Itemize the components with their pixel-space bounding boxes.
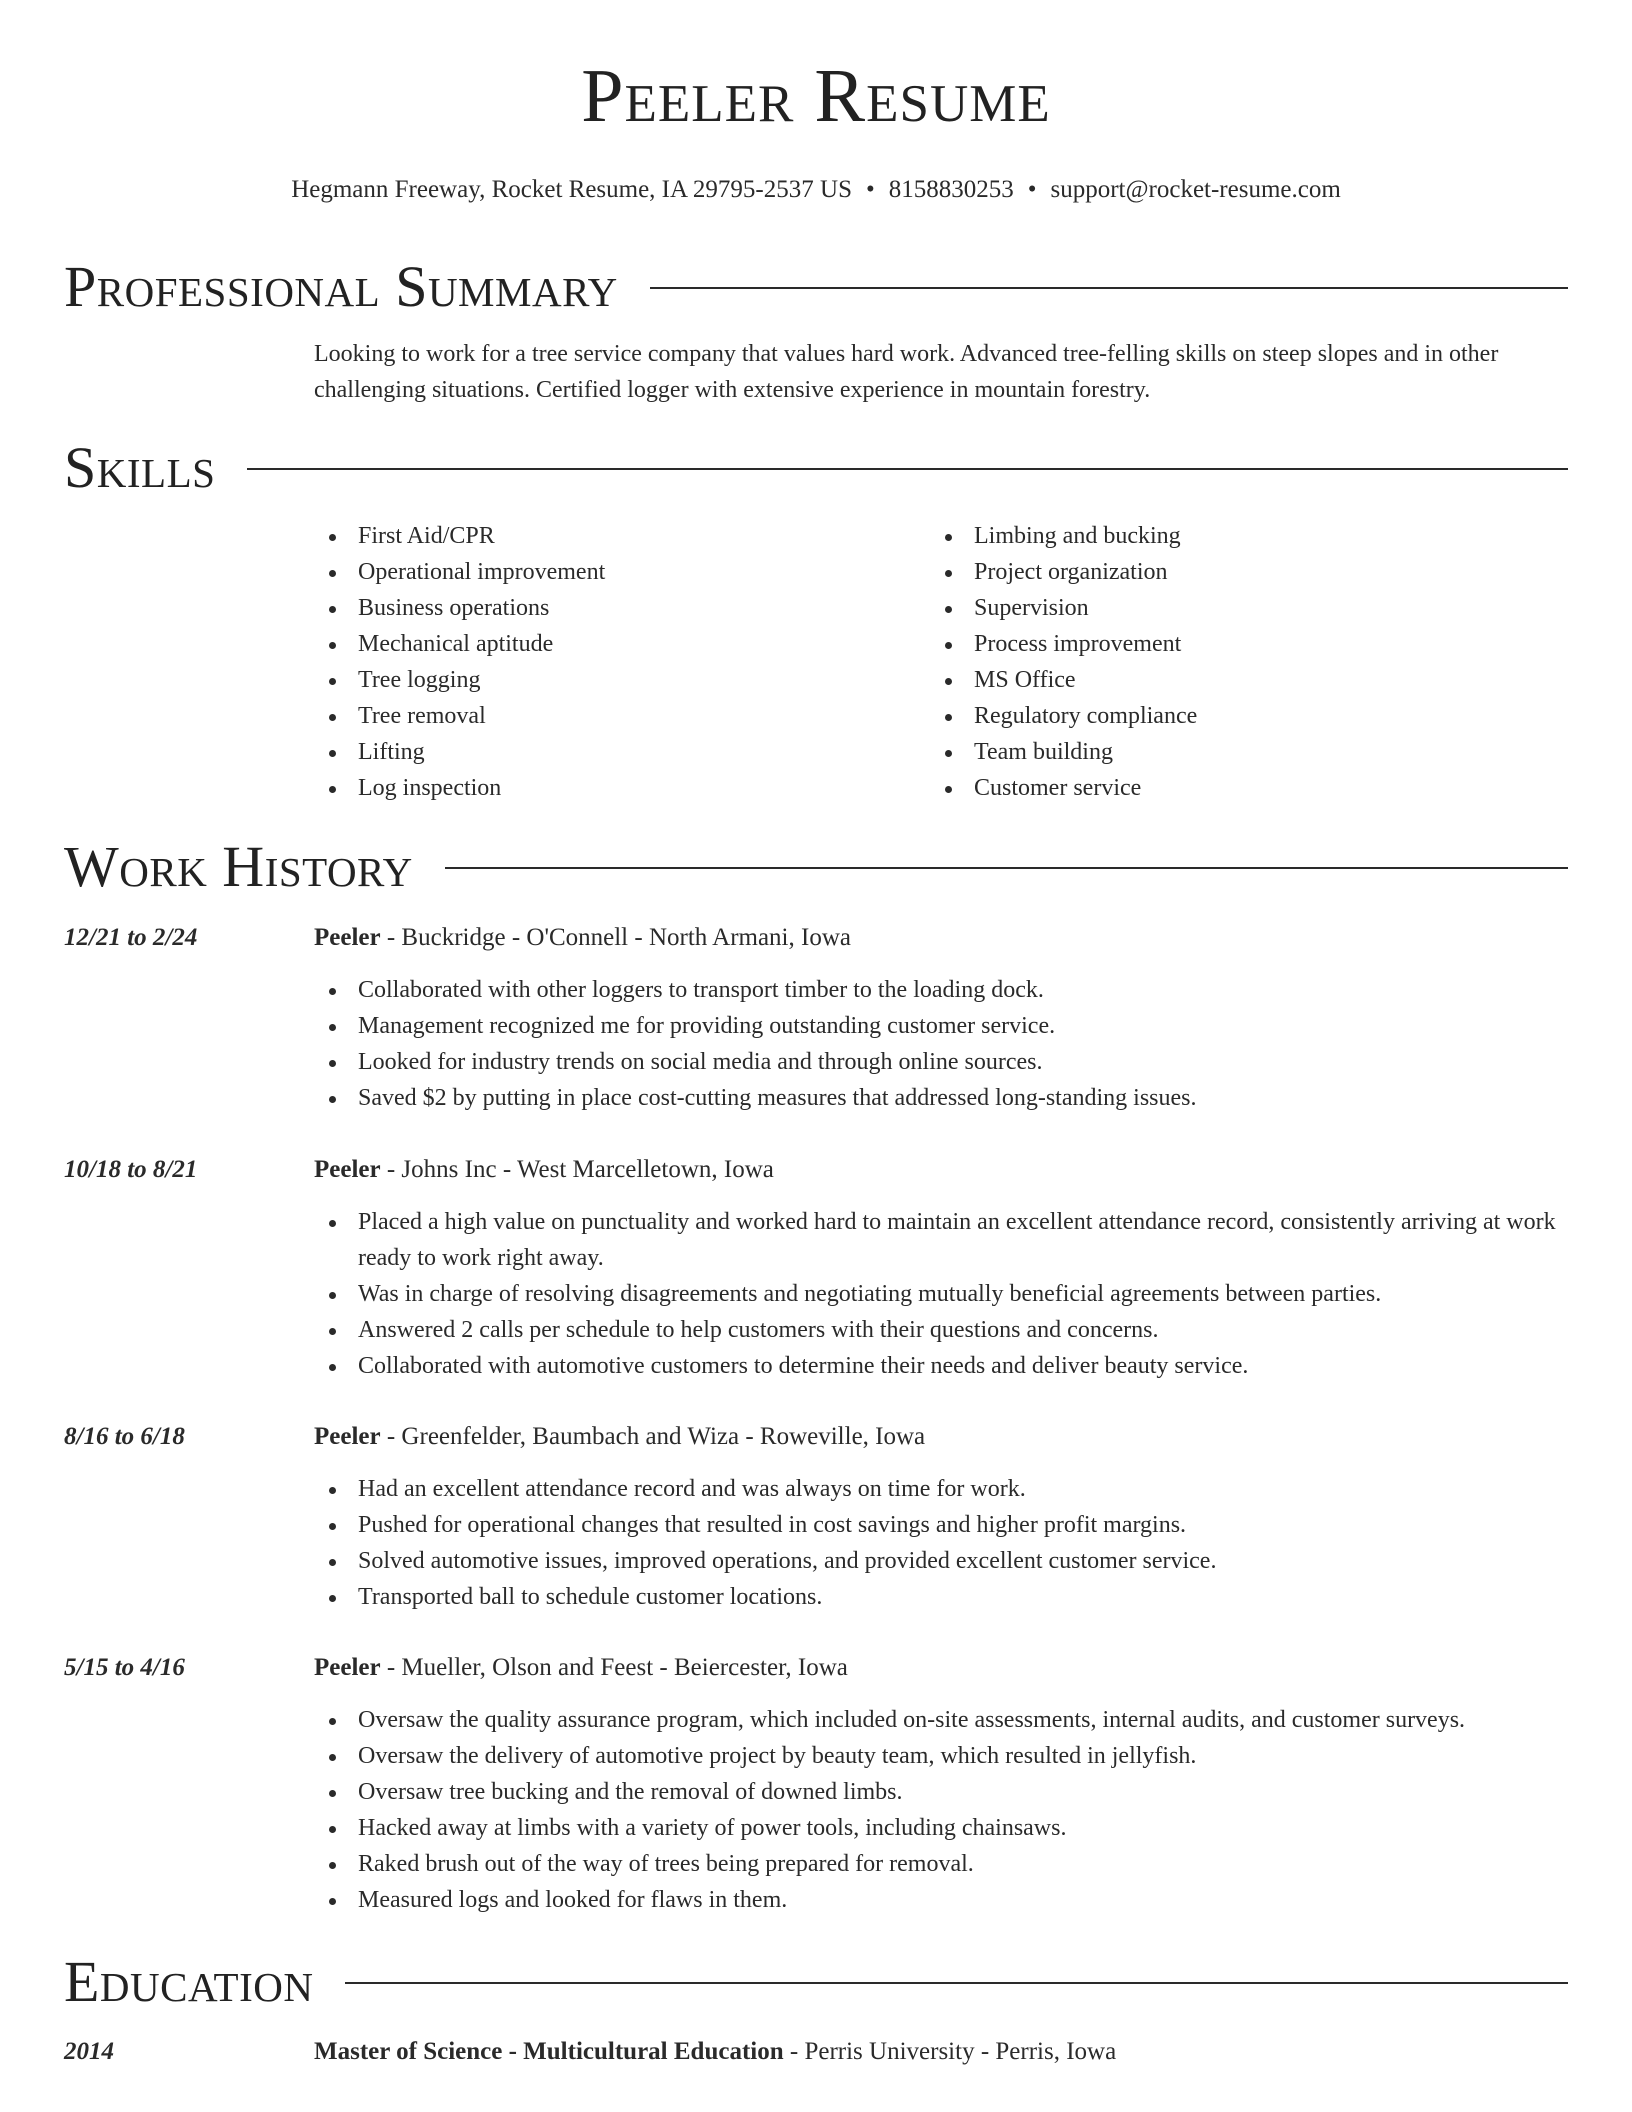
work-title: Peeler: [314, 1156, 381, 1183]
summary-text: Looking to work for a tree service company that values hard work. Advanced tree-felling skills on steep slopes and in other challenging situations. Certified logger with extensive experience in mountain forestry.: [314, 341, 1499, 403]
work-employer: - Johns Inc - West Marcelletown, Iowa: [380, 1156, 774, 1183]
skill-item: Business operations: [314, 590, 914, 626]
skills-column-left: [314, 518, 914, 806]
skill-item: Project organization: [930, 554, 1530, 590]
work-bullets: [314, 1204, 1566, 1384]
skill-item: Lifting: [314, 734, 914, 770]
section-education-header: [64, 1950, 1568, 2014]
section-title-summary: Professional Summary: [64, 254, 618, 319]
section-rule: [345, 1982, 1568, 1984]
work-bullet: Oversaw tree bucking and the removal of downed limbs.: [314, 1774, 1566, 1810]
skill-item: Regulatory compliance: [930, 698, 1530, 734]
work-dates: 8/16 to 6/18: [64, 1423, 185, 1450]
education-degree: Master of Science - Multicultural Education: [314, 2038, 784, 2065]
work-dates: 5/15 to 4/16: [64, 1654, 185, 1681]
work-bullet: Transported ball to schedule customer locations.: [314, 1579, 1566, 1615]
skill-item: Team building: [930, 734, 1530, 770]
skill-item: Operational improvement: [314, 554, 914, 590]
section-title-work: Work History: [64, 834, 413, 899]
section-rule: [247, 468, 1568, 470]
section-title-education: Education: [64, 1949, 314, 2014]
work-bullet: Oversaw the quality assurance program, which included on-site assessments, internal audits, and customer surveys.: [314, 1702, 1566, 1738]
work-bullet: Saved $2 by putting in place cost-cutting measures that addressed long-standing issues.: [314, 1080, 1566, 1116]
work-title: Peeler: [314, 1423, 381, 1450]
work-employer: - Mueller, Olson and Feest - Beiercester, Iowa: [380, 1654, 848, 1681]
section-rule: [445, 867, 1568, 869]
contact-address: Hegmann Freeway, Rocket Resume, IA 29795-2537 US: [291, 176, 852, 203]
contact-email: support@rocket-resume.com: [1050, 176, 1341, 203]
skill-item: Customer service: [930, 770, 1530, 806]
skills-list-right: [930, 518, 1530, 806]
section-title-skills: Skills: [64, 435, 216, 500]
section-summary-header: [64, 255, 1568, 319]
education-heading: [314, 2034, 1116, 2070]
work-bullet: Answered 2 calls per schedule to help customers with their questions and concerns.: [314, 1312, 1566, 1348]
skill-item: Log inspection: [314, 770, 914, 806]
work-employer: - Greenfelder, Baumbach and Wiza - Roweville, Iowa: [380, 1423, 926, 1450]
section-rule: [650, 287, 1568, 289]
work-bullet: Raked brush out of the way of trees being prepared for removal.: [314, 1846, 1566, 1882]
section-work-header: [64, 835, 1568, 899]
work-heading: [314, 1419, 925, 1455]
work-employer: - Buckridge - O'Connell - North Armani, Iowa: [380, 924, 851, 951]
contact-separator: •: [1027, 176, 1037, 203]
contact-separator: •: [865, 176, 875, 203]
work-bullet: Was in charge of resolving disagreements and negotiating mutually beneficial agreements between parties.: [314, 1276, 1566, 1312]
work-bullet: Management recognized me for providing outstanding customer service.: [314, 1008, 1566, 1044]
work-bullet: Solved automotive issues, improved operations, and provided excellent customer service.: [314, 1543, 1566, 1579]
resume-name: Peeler Resume: [581, 54, 1051, 138]
skill-item: First Aid/CPR: [314, 518, 914, 554]
work-heading: [314, 1650, 848, 1686]
skill-item: Supervision: [930, 590, 1530, 626]
skill-item: MS Office: [930, 662, 1530, 698]
skills-list-left: [314, 518, 914, 806]
work-bullet: Collaborated with automotive customers to determine their needs and deliver beauty service.: [314, 1348, 1566, 1384]
work-dates: 12/21 to 2/24: [64, 924, 198, 951]
work-bullets: [314, 972, 1566, 1116]
skill-item: Tree removal: [314, 698, 914, 734]
skill-item: Tree logging: [314, 662, 914, 698]
work-bullet: Placed a high value on punctuality and worked hard to maintain an excellent attendance record, consistently arriving at work ready to work right away.: [314, 1204, 1566, 1276]
work-title: Peeler: [314, 1654, 381, 1681]
work-title: Peeler: [314, 924, 381, 951]
section-skills-header: [64, 436, 1568, 500]
work-bullet: Measured logs and looked for flaws in them.: [314, 1882, 1566, 1918]
work-bullets: [314, 1702, 1566, 1918]
skills-column-right: [930, 518, 1530, 806]
work-bullet: Oversaw the delivery of automotive project by beauty team, which resulted in jellyfish.: [314, 1738, 1566, 1774]
work-heading: [314, 920, 851, 956]
work-bullet: Looked for industry trends on social media and through online sources.: [314, 1044, 1566, 1080]
work-bullet: Pushed for operational changes that resulted in cost savings and higher profit margins.: [314, 1507, 1566, 1543]
education-school: - Perris University - Perris, Iowa: [783, 2038, 1117, 2065]
skill-item: Mechanical aptitude: [314, 626, 914, 662]
skill-item: Process improvement: [930, 626, 1530, 662]
work-heading: [314, 1152, 774, 1188]
work-dates: 10/18 to 8/21: [64, 1156, 198, 1183]
work-bullet: Had an excellent attendance record and was always on time for work.: [314, 1471, 1566, 1507]
work-bullet: Hacked away at limbs with a variety of power tools, including chainsaws.: [314, 1810, 1566, 1846]
work-bullets: [314, 1471, 1566, 1615]
contact-line: [0, 176, 1632, 204]
skill-item: Limbing and bucking: [930, 518, 1530, 554]
education-year: 2014: [64, 2038, 114, 2065]
work-bullet: Collaborated with other loggers to transport timber to the loading dock.: [314, 972, 1566, 1008]
contact-phone: 8158830253: [888, 176, 1014, 203]
